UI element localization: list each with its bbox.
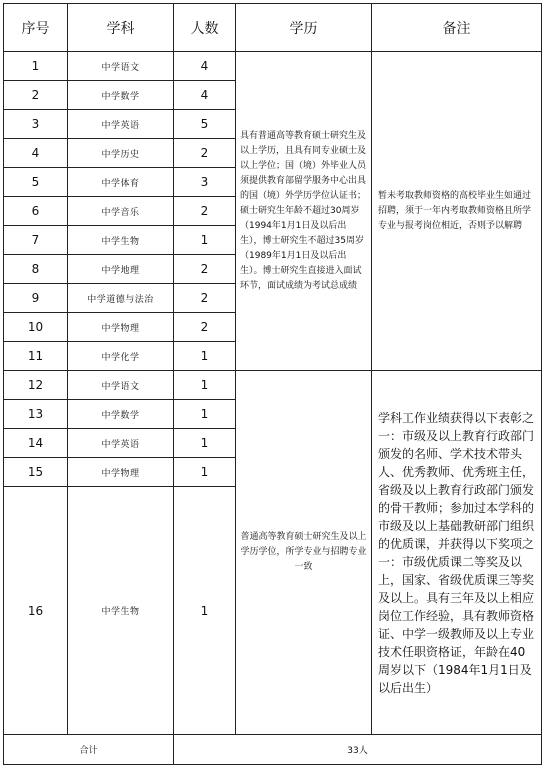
row-count: 2	[174, 139, 236, 168]
row-count: 1	[174, 400, 236, 429]
table-row	[4, 52, 542, 81]
row-count: 1	[174, 371, 236, 400]
row-count: 2	[174, 255, 236, 284]
row-no: 1	[4, 52, 68, 81]
row-subject: 中学数学	[68, 400, 174, 429]
row-no: 16	[4, 487, 68, 735]
total-label: 合计	[4, 735, 174, 765]
row-no: 9	[4, 284, 68, 313]
row-count: 4	[174, 81, 236, 110]
row-count: 1	[174, 429, 236, 458]
row-subject: 中学生物	[68, 226, 174, 255]
row-count: 2	[174, 284, 236, 313]
row-count: 5	[174, 110, 236, 139]
education-requirement-2: 普通高等教育硕士研究生及以上学历学位，所学专业与招聘专业一致	[236, 371, 372, 735]
header-subject: 学科	[68, 4, 174, 52]
row-no: 11	[4, 342, 68, 371]
row-no: 10	[4, 313, 68, 342]
row-subject: 中学语文	[68, 52, 174, 81]
row-count: 2	[174, 313, 236, 342]
row-subject: 中学化学	[68, 342, 174, 371]
row-no: 15	[4, 458, 68, 487]
row-no: 7	[4, 226, 68, 255]
row-count: 2	[174, 197, 236, 226]
row-count: 4	[174, 52, 236, 81]
header-count: 人数	[174, 4, 236, 52]
header-remark: 备注	[372, 4, 542, 52]
row-subject: 中学语文	[68, 371, 174, 400]
row-subject: 中学物理	[68, 313, 174, 342]
row-subject: 中学历史	[68, 139, 174, 168]
remark-1: 暂未考取教师资格的高校毕业生如通过招聘，须于一年内考取教师资格且所学专业与报考岗位相近，否则予以解聘	[372, 52, 542, 371]
row-no: 14	[4, 429, 68, 458]
row-no: 6	[4, 197, 68, 226]
row-no: 13	[4, 400, 68, 429]
header-no: 序号	[4, 4, 68, 52]
row-no: 2	[4, 81, 68, 110]
remark-2: 学科工作业绩获得以下表彰之一：市级及以上教育行政部门颁发的名师、学术技术带头人、优秀教师、优秀班主任，省级及以上教育行政部门颁发的骨干教师；参加过本学科的市级及以上基础教研部门组织的优质课，并获得以下奖项之一：市级优质课二等奖及以上，国家、省级优质课三等奖及以上。具有三年及以上相应岗位工作经验，具有教师资格证、中学一级教师及以上专业技术任职资格证，年龄在40周岁以下（1984年1月1日及以后出生）	[372, 371, 542, 735]
row-subject: 中学体育	[68, 168, 174, 197]
education-requirement-1: 具有普通高等教育硕士研究生及以上学历，且具有同专业硕士及以上学位；国（境）外毕业人员须提供教育部留学服务中心出具的国（境）外学历学位认证书；硕士研究生年龄不超过30周岁（1994年1月1日及以后出生），博士研究生不超过35周岁（1989年1月1日及以后出生）。博士研究生直接进入面试环节，面试成绩为考试总成绩	[236, 52, 372, 371]
row-subject: 中学英语	[68, 110, 174, 139]
header-education: 学历	[236, 4, 372, 52]
header-row	[4, 4, 542, 52]
row-count: 1	[174, 458, 236, 487]
recruitment-table	[3, 3, 542, 765]
footer-row	[4, 735, 542, 765]
total-value: 33人	[174, 735, 542, 765]
row-no: 5	[4, 168, 68, 197]
row-subject: 中学物理	[68, 458, 174, 487]
row-subject: 中学英语	[68, 429, 174, 458]
row-subject: 中学生物	[68, 487, 174, 735]
row-count: 1	[174, 226, 236, 255]
row-no: 3	[4, 110, 68, 139]
row-count: 3	[174, 168, 236, 197]
row-count: 1	[174, 342, 236, 371]
row-subject: 中学音乐	[68, 197, 174, 226]
row-subject: 中学数学	[68, 81, 174, 110]
table-row	[4, 371, 542, 400]
row-subject: 中学道德与法治	[68, 284, 174, 313]
row-no: 4	[4, 139, 68, 168]
row-subject: 中学地理	[68, 255, 174, 284]
row-no: 8	[4, 255, 68, 284]
row-no: 12	[4, 371, 68, 400]
row-count: 1	[174, 487, 236, 735]
